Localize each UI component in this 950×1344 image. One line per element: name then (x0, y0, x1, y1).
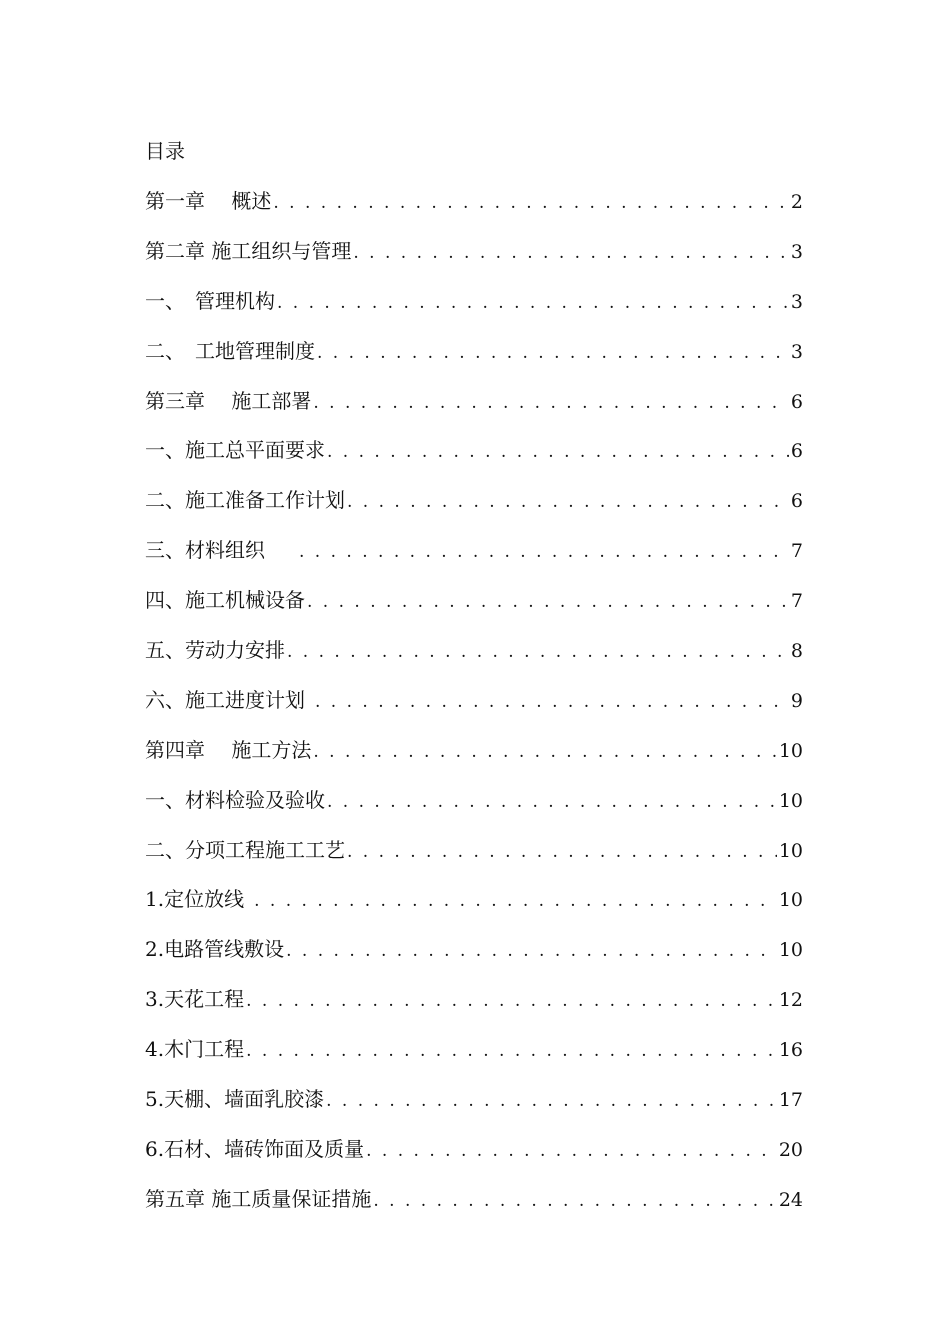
toc-entry-label: 第四章 施工方法 (145, 737, 312, 762)
toc-entry[interactable] (145, 535, 803, 585)
toc-entry-page: 6 (790, 490, 803, 513)
toc-entry-label: 二、分项工程施工工艺 (145, 837, 345, 862)
toc-entry-label: 5.天棚、墙面乳胶漆 (145, 1087, 325, 1112)
toc-dot-leader (366, 1136, 777, 1166)
toc-dot-leader (273, 188, 789, 218)
toc-entry[interactable] (145, 485, 803, 535)
toc-dot-leader (347, 487, 789, 517)
toc-dot-leader (353, 238, 789, 268)
toc-entry-label: 第五章 施工质量保证措施 (145, 1186, 372, 1211)
toc-entry-label: 第二章 施工组织与管理 (145, 238, 352, 263)
toc-entry[interactable] (145, 835, 803, 885)
toc-entry-page: 17 (778, 1089, 803, 1112)
toc-entry-label: 一、 管理机构 (145, 288, 275, 313)
toc-entry-label: 第一章 概述 (145, 189, 272, 213)
toc-dot-leader (315, 687, 789, 717)
toc-entry[interactable] (145, 635, 803, 685)
toc-dot-leader (313, 388, 789, 418)
toc-entry-label: 1.定位放线 (145, 887, 245, 912)
toc-entry-page: 3 (790, 240, 803, 263)
toc-dot-leader (246, 986, 777, 1016)
toc-entry[interactable] (145, 236, 803, 286)
toc-entry-page: 6 (790, 390, 803, 413)
toc-entry-page: 8 (790, 640, 803, 663)
toc-entry-label: 六、施工进度计划 (145, 687, 305, 712)
toc-entry-page: 6 (790, 440, 803, 463)
toc-entry[interactable] (145, 735, 803, 785)
toc-entry-page: 7 (790, 540, 803, 563)
toc-entry-label: 二、 工地管理制度 (145, 338, 315, 363)
toc-entry-label: 一、施工总平面要求 (145, 438, 325, 463)
toc-entry-label: 第三章 施工部署 (145, 388, 312, 413)
toc-entry-label: 2.电路管线敷设 (145, 937, 285, 962)
toc-entry[interactable] (145, 386, 803, 436)
toc-entry-page: 10 (778, 889, 803, 912)
toc-entry[interactable] (145, 1134, 803, 1184)
toc-entry[interactable] (145, 1184, 803, 1234)
toc-dot-leader (347, 837, 777, 867)
toc-entry[interactable] (145, 884, 803, 934)
toc-entry-label: 三、材料组织 (145, 538, 265, 563)
toc-entry-page: 10 (778, 839, 803, 862)
toc-entry[interactable] (145, 1084, 803, 1134)
toc-entry-label: 6.石材、墙砖饰面及质量 (145, 1136, 365, 1161)
toc-entry-label: 4.木门工程 (145, 1037, 245, 1062)
toc-entry-page: 2 (790, 191, 803, 213)
toc-entry-page: 20 (778, 1138, 803, 1161)
toc-entry-label: 二、施工准备工作计划 (145, 488, 345, 513)
toc-dot-leader (317, 338, 789, 368)
toc-dot-leader (326, 1086, 777, 1116)
toc-entry-page: 24 (778, 1188, 803, 1211)
toc-entry-page: 3 (790, 290, 803, 313)
toc-entry-page: 3 (790, 340, 803, 363)
toc-dot-leader (373, 1186, 776, 1216)
toc-entry-page: 10 (778, 939, 803, 962)
toc-entry[interactable] (145, 1034, 803, 1084)
toc-entry-page: 10 (778, 789, 803, 812)
toc-dot-leader (307, 587, 789, 617)
toc-entry[interactable] (145, 286, 803, 336)
toc-entry[interactable] (145, 685, 803, 735)
toc-entry-label: 3.天花工程 (145, 987, 245, 1012)
toc-dot-leader (246, 1036, 777, 1066)
toc-dot-leader (327, 787, 777, 817)
toc-entry[interactable] (145, 435, 803, 485)
toc-entry-page: 7 (790, 590, 803, 613)
toc-entry[interactable] (145, 785, 803, 835)
toc-list (145, 186, 803, 1234)
toc-entry[interactable] (145, 984, 803, 1034)
toc-dot-leader (299, 537, 789, 567)
toc-dot-leader (287, 637, 789, 667)
toc-entry[interactable] (145, 934, 803, 984)
toc-entry-label: 四、施工机械设备 (145, 588, 305, 613)
toc-entry-page: 12 (778, 989, 803, 1012)
toc-entry[interactable] (145, 336, 803, 386)
toc-dot-leader (254, 886, 777, 916)
toc-entry[interactable] (145, 585, 803, 635)
toc-title: 目录 (145, 139, 185, 163)
toc-dot-leader (313, 737, 776, 767)
toc-dot-leader (286, 936, 777, 966)
toc-entry-label: 五、劳动力安排 (145, 638, 285, 663)
toc-entry-page: 9 (790, 689, 803, 712)
toc-entry[interactable] (145, 186, 803, 236)
toc-dot-leader (327, 437, 789, 467)
toc-dot-leader (277, 288, 789, 318)
toc-entry-page: 10 (778, 739, 803, 762)
toc-entry-page: 16 (778, 1039, 803, 1062)
toc-entry-label: 一、材料检验及验收 (145, 787, 325, 812)
